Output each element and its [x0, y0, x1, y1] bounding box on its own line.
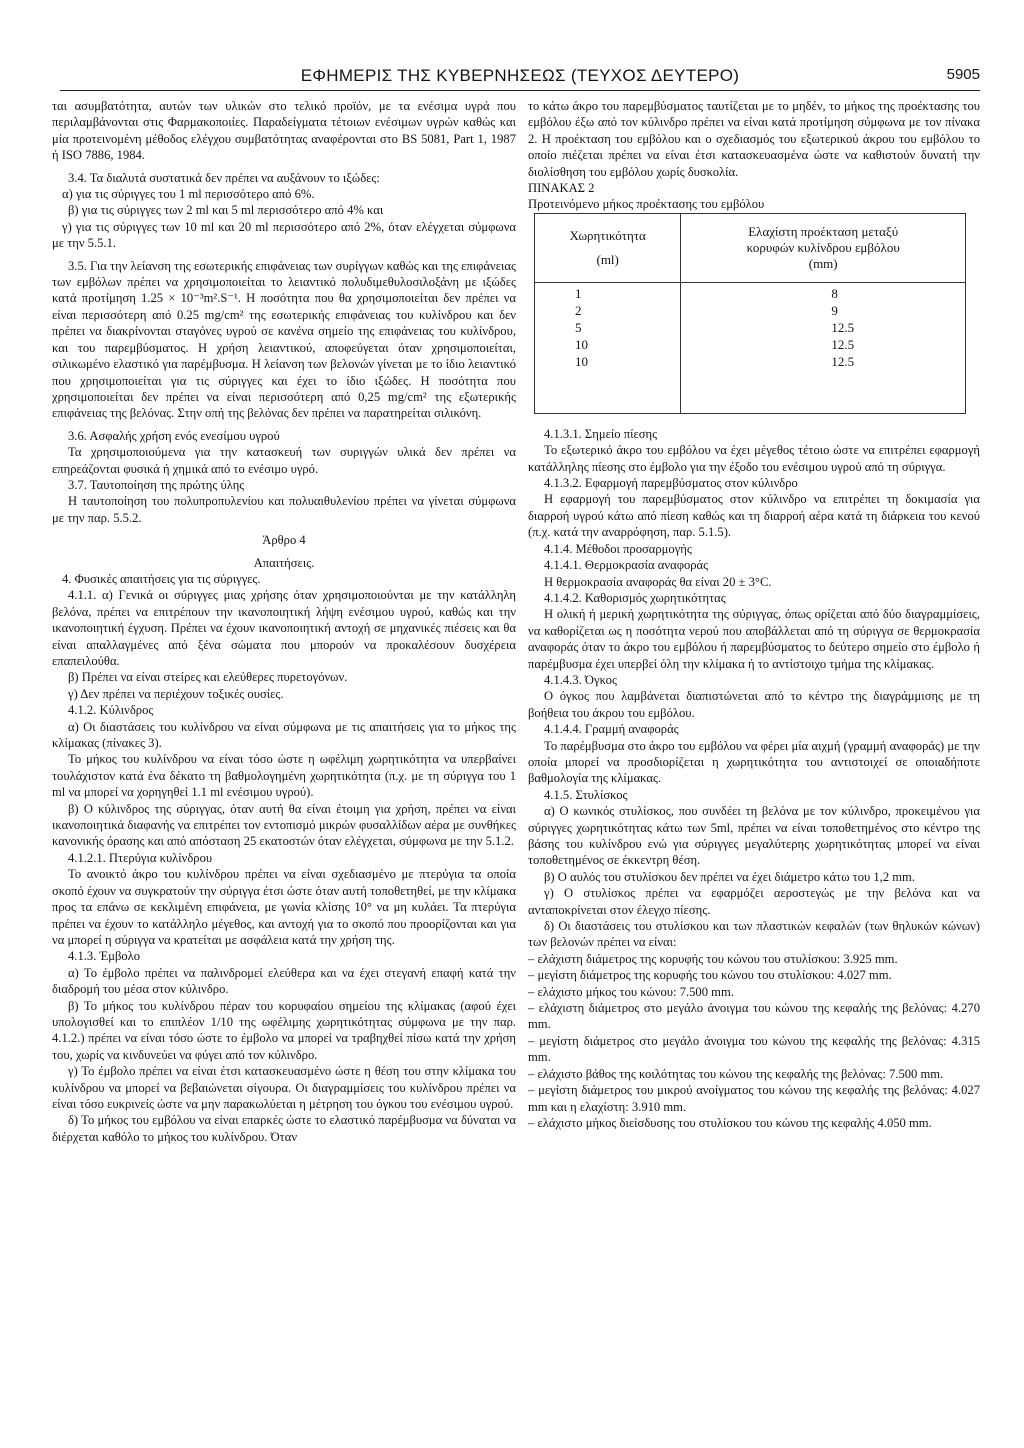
paragraph: Η ταυτοποίηση του πολυπροπυλενίου και πολυαιθυλενίου πρέπει να γίνεται σύμφωνα με την παρ. 5.5.2.: [52, 494, 516, 525]
section-heading: 4.1.3.2. Εφαρμογή παρεμβύσματος στον κύλινδρο: [544, 476, 798, 491]
list-item: – μεγίστη διάμετρος του μικρού ανοίγματος του κώνου της κεφαλής της βελόνας: 4.027 mm και η ελαχίστη: 3.910 mm.: [528, 1083, 980, 1114]
table-cell: 8: [831, 285, 838, 301]
paragraph: Το μήκος του κυλίνδρου να είναι τόσο ώστε η ωφέλιμη χωρητικότητα να υπερβαίνει τουλάχιστον κατά ένα δέκατο τη βαθμολογημένη χωρητικότητα (π.χ. με τη σύριγγα του 1 ml να μπορεί να χορηγηθεί 1.1 ml ενέσιμου υγρού).: [52, 752, 516, 800]
section-heading: 4.1.2.1. Πτερύγια κυλίνδρου: [68, 850, 213, 865]
table-cell-extensions: [681, 282, 966, 413]
section-heading: 4.1.2. Κύλινδρος: [68, 703, 154, 718]
table-cell: 2: [575, 302, 582, 318]
section-heading: 4. Φυσικές απαιτήσεις για τις σύριγγες.: [62, 571, 261, 586]
list-item: β) Πρέπει να είναι στείρες και ελεύθερες πυρετογόνων.: [68, 670, 348, 685]
table-cell: 10: [575, 353, 588, 369]
paragraph: Το εξωτερικό άκρο του εμβόλου να έχει μέγεθος τέτοιο ώστε να επιτρέπει εφαρμογή κατάλληλης πίεσης στο έμβολο για την έξοδο του ενέσιμου υγρού από τη σύριγγα.: [528, 443, 980, 474]
list-item: δ) Το μήκος του εμβόλου να είναι επαρκές ώστε το ελαστικό παρέμβυσμα να δύναται να διέρχεται καθόλο το μήκος του κυλίνδρου. Όταν: [52, 1113, 516, 1144]
left-column: [52, 98, 516, 1145]
table-cell: 12.5: [831, 336, 855, 352]
list-item: γ) Δεν πρέπει να περιέχουν τοξικές ουσίες.: [68, 686, 284, 701]
table-cell: 5: [575, 319, 582, 335]
page-number: 5905: [946, 66, 980, 83]
table-cell: 1: [575, 285, 582, 301]
section-heading: 3.6. Ασφαλής χρήση ενός ενεσίμου υγρού: [68, 428, 280, 443]
section-heading: 4.1.4. Μέθοδοι προσαρμογής: [544, 541, 692, 556]
list-item: δ) Οι διαστάσεις του στυλίσκου και των πλαστικών κεφαλών (των θηλυκών κώνων) των βελονών πρέπει να είναι:: [528, 919, 980, 950]
table-cell-capacities: [535, 282, 681, 413]
table-cell: 12.5: [831, 319, 855, 335]
list-item: β) Το μήκος του κυλίνδρου πέραν του κορυφαίου σημείου της κλίμακας (αφού έχει υπολογισθεί και το επιπλέον 1/10 της ωφέλιμης χωρητικότητας σύμφωνα με την παρ. 4.1.2.) πρέπει να είναι τόσο ώστε το έμβολο να μπορεί να τραβηχθεί πίσω κατά την χρήση του, χωρίς να κινδυνεύει να φύγει από τον κύλινδρο.: [52, 998, 516, 1062]
article-number: Άρθρο 4: [262, 533, 306, 548]
table-header-capacity: Χωρητικότητα (ml): [535, 213, 681, 282]
list-item: γ) Το έμβολο πρέπει να είναι έτσι κατασκευασμένο ώστε η θέση του στην κλίμακα του κυλίνδρου να μπορεί να βεβαιώνεται σίγουρα. Οι διαγραμμίσεις του κυλίνδρου πρέπει να είναι τόσο ευκρινείς ώστε να μην παρακωλύεται η μέτρηση του όγκου του ενέσιμου υγρού.: [52, 1064, 516, 1111]
list-item: α) για τις σύριγγες του 1 ml περισσότερο από 6%.: [62, 187, 315, 202]
paragraph: Ο όγκος που λαμβάνεται διαπιστώνεται από το κέντρο της διαγράμμισης με τη βοήθεια του άκρου του εμβόλου.: [528, 689, 980, 720]
list-item: α) Ο κωνικός στυλίσκος, που συνδέει τη βελόνα με τον κύλινδρο, προκειμένου για σύριγγες χωρητικότητας κάτω των 5ml, πρέπει να είναι τοποθετημένος στο κέντρο της βάσης του κυλίνδρου ενώ για σύριγγες μεγαλύτερης χωρητικότητας μπορεί να είναι τοποθετημένος σε έκκεντρη θέση.: [528, 804, 980, 868]
section-heading: 3.4. Τα διαλυτά συστατικά δεν πρέπει να αυξάνουν το ιξώδες:: [68, 170, 380, 185]
list-item: – ελάχιστη διάμετρος της κορυφής του κώνου του στυλίσκου: 3.925 mm.: [528, 951, 898, 966]
paragraph: Η θερμοκρασία αναφοράς θα είναι 20 ± 3°C.: [544, 574, 772, 589]
list-item: β) Ο αυλός του στυλίσκου δεν πρέπει να έχει διάμετρο κάτω του 1,2 mm.: [544, 869, 916, 884]
gazette-title: ΕΦΗΜΕΡΙΣ ΤΗΣ ΚΥΒΕΡΝΗΣΕΩΣ (ΤΕΥΧΟΣ ΔΕΥΤΕΡΟ): [300, 66, 740, 85]
section-heading: 4.1.5. Στυλίσκος: [544, 787, 628, 802]
page-header: [60, 60, 980, 91]
list-item: – μεγίστη διάμετρος της κορυφής του κώνου του στυλίσκου: 4.027 mm.: [528, 968, 892, 983]
list-item: α) Το έμβολο πρέπει να παλινδρομεί ελεύθερα και να έχει στεγανή επαφή κατά την διαδρομή του μέσα στον κύλινδρο.: [52, 965, 516, 997]
list-item: – ελάχιστο μήκος του κώνου: 7.500 mm.: [528, 984, 734, 999]
list-item: γ) για τις σύριγγες των 10 ml και 20 ml περισσότερο από 2%, όταν ελέγχεται σύμφωνα με την 5.5.1.: [52, 219, 516, 251]
section-heading: 4.1.3. Έμβολο: [68, 949, 141, 964]
paragraph: 3.5. Για την λείανση της εσωτερικής επιφάνειας των συρίγγων καθώς και της επιφάνειας των εμβόλων πρέπει να χρησιμοποιείται το λειαντικό πολυδιμεθυλοσιλοξάνη με ιξώδες κατά προτίμηση 1.25 × 10⁻³m².S⁻¹. Η ποσότητα που θα χρησιμοποιείται δεν πρέπει να είναι περισσότερη από 0.25 mg/cm² της εσωτερικής επιφάνειας του κυλίνδρου και δεν πρέπει να διακρίνονται σταγόνες υγρού σε κανένα σημείο της επιφάνειας του κυλίνδρου, και του παρεμβύσματος. Η χρήση λειαντικού, αποφεύγεται όταν χρησιμοποιείται, σιλικωμένο ελαστικό για παρέμβυσμα. Η λείανση των βελονών γίνεται με το ίδιο λειαντικό που χρησιμοποιείται για τις σύριγγες και έχει το ίδιο ιξώδες. Η ποσότητα που χρησιμοποιείται δεν πρέπει να είναι περισσότερη από 0,25 mg/cm² της εξωτερικής επιφάνειας της βελόνας. Στην οπή της βελόνας δεν πρέπει να παρατηρείται σιλικόνη.: [52, 258, 516, 421]
paragraph: ται ασυμβατότητα, αυτών των υλικών στο τελικό προϊόν, με τα ενέσιμα υγρά που περιλαμβάνονται στις Φαρμακοποιίες. Παραδείγματα τέτοιων ενέσιμων υγρών καθώς και μία προτεινομένη μέθοδος ελέγχου συμβατότητας αναφέρονται στο BS 5081, Part 1, 1987 ή ISO 7886, 1984.: [52, 99, 516, 163]
paragraph: Τα χρησιμοποιούμενα για την κατασκευή των συριγγών υλικά δεν πρέπει να επηρεάζονται φυσικά ή χημικά από το ενέσιμο υγρό.: [52, 445, 516, 476]
paragraph: το κάτω άκρο του παρεμβύσματος ταυτίζεται με το μηδέν, το μήκος της προέκτασης του εμβόλου έξω από τον κύλινδρο πρέπει να είναι κατά προτίμηση σύμφωνα με τον πίνακα 2. Η προέκταση του εμβόλου και ο σχεδιασμός του εξωτερικού άκρου του εμβόλου το οποίο πιέζεται πρέπει να είναι έτσι κατασκευασμένα ώστε να καθιστούν δυνατή την διολίσθηση του εμβόλου χωρίς δυσκολία.: [528, 99, 980, 179]
section-heading: 4.1.4.1. Θερμοκρασία αναφοράς: [544, 558, 709, 573]
list-item: γ) Ο στυλίσκος πρέπει να εφαρμόζει αεροστεγώς με την βελόνα και να ανταποκρίνεται στον έλεγχο πίεσης.: [528, 886, 980, 917]
table-cell: 12.5: [831, 353, 855, 369]
list-item: α) Οι διαστάσεις του κυλίνδρου να είναι σύμφωνα με τις απαιτήσεις για το μήκος της κλίμακας (πίνακες 3).: [52, 719, 516, 751]
paragraph: Η ολική ή μερική χωρητικότητα της σύριγγας, όπως ορίζεται από δύο διαγραμμίσεις, να καθορίζεται ως η ποσότητα νερού που αποβάλλεται από τη σύριγγα σε θερμοκρασία αναφοράς όταν το άκρο του εμβόλου ή παρεμβύσματος το δεύτερο σημείο στο έμβολο ή παρέμβυσμα έχει υπερβεί όλη την κλίμακα ή το αντίστοιχο τμήμα της κλίμακας.: [528, 607, 980, 671]
list-item: – μεγίστη διάμετρος στο μεγάλο άνοιγμα του κώνου της κεφαλής της βελόνας: 4.315 mm.: [528, 1033, 980, 1065]
section-heading: 4.1.3.1. Σημείο πίεσης: [544, 426, 658, 441]
section-heading: 4.1.4.4. Γραμμή αναφοράς: [544, 722, 679, 737]
section-heading: 4.1.4.3. Όγκος: [544, 672, 617, 687]
table-header-extension: Ελαχίστη προέκταση μεταξύ κορυφών κυλίνδρου εμβόλου (mm): [681, 213, 966, 282]
list-item: – ελάχιστη διάμετρος στο μεγάλο άνοιγμα του κώνου της κεφαλής της βελόνας: 4.270 mm.: [528, 1001, 980, 1032]
section-heading: 4.1.4.2. Καθορισμός χωρητικότητας: [544, 590, 726, 605]
extension-table: [534, 213, 966, 414]
list-item: β) Ο κύλινδρος της σύριγγας, όταν αυτή θα είναι έτοιμη για χρήση, πρέπει να είναι ικανοποιητικά διαφανής να επιτρέπει τον εντοπισμό μικρών φυσαλλίδων αέρα με συνθήκες κανονικής όρασης και από απόσταση 25 εκατοστών όταν ελέγχεται, σύμφωνα με την 5.1.2.: [52, 801, 516, 849]
list-item: – ελάχιστο βάθος της κοιλότητας του κώνου της κεφαλής της βελόνας: 7.500 mm.: [528, 1066, 944, 1081]
paragraph: 4.1.1. α) Γενικά οι σύριγγες μιας χρήσης όταν χρησιμοποιούνται με την κατάλληλη βελόνα, πρέπει να επιτρέπουν την ικανοποιητική λήψη ενέσιμου υγρού, καθώς και την ικανοποιητική έγχυση. Πρέπει να έχουν ικανοποιητική αντοχή σε μηχανικές πιέσεις και θα είναι απαλλαγμένες από ξένα σώματα που μπορούν να προκαλέσουν δυσχέρεια επαπειλούθα.: [52, 588, 516, 668]
paragraph: Το παρέμβυσμα στο άκρο του εμβόλου να φέρει μία αιχμή (γραμμή αναφοράς) με την οποία μπορεί να προσδιορίζεται η χωρητικότητα του αντιστοιχεί σε οποιαδήποτε βαθμολογία της κλίμακας.: [528, 738, 980, 786]
article-title: Απαιτήσεις.: [253, 555, 315, 570]
table-title: ΠΙΝΑΚΑΣ 2: [528, 181, 595, 196]
section-heading: 3.7. Ταυτοποίηση της πρώτης ύλης: [68, 477, 245, 492]
list-item: β) για τις σύριγγες των 2 ml και 5 ml περισσότερο από 4% και: [68, 203, 384, 218]
right-column: [528, 98, 980, 1131]
paragraph: Το ανοικτό άκρο του κυλίνδρου πρέπει να είναι σχεδιασμένο με πτερύγια τα οποία σκοπό έχουν να συγκρατούν την σύριγγα έτσι ώστε όταν αυτή τοποθετηθεί, με την κλίμακα προς τα επάνω σε κεκλιμένη επιφάνεια, με γωνία κλίσης 10° να μη κυλάει. Τα πτερύγια πρέπει να έχουν το κατάλληλο μέγεθος, και αντοχή για το σκοπό που προορίζονται και για να μπορεί η σύριγγα να κρατείται με ασφάλεια κατά την χρήση της.: [52, 867, 516, 947]
list-item: – ελάχιστο μήκος διείσδυσης του στυλίσκου του κώνου της κεφαλής 4.050 mm.: [528, 1115, 932, 1130]
table-subtitle: Προτεινόμενο μήκος προέκτασης του εμβόλου: [528, 197, 765, 212]
table-cell: 10: [575, 336, 588, 352]
paragraph: Η εφαρμογή του παρεμβύσματος στον κύλινδρο να επιτρέπει τη δοκιμασία για διαρροή υγρού κάτω από πίεση καθώς και τη διαρροή αέρα κατά τη διάρκεια του κενού (π.χ. κατά την αναρρόφηση, παρ. 5.1.5).: [528, 492, 980, 540]
table-cell: 9: [831, 302, 838, 318]
